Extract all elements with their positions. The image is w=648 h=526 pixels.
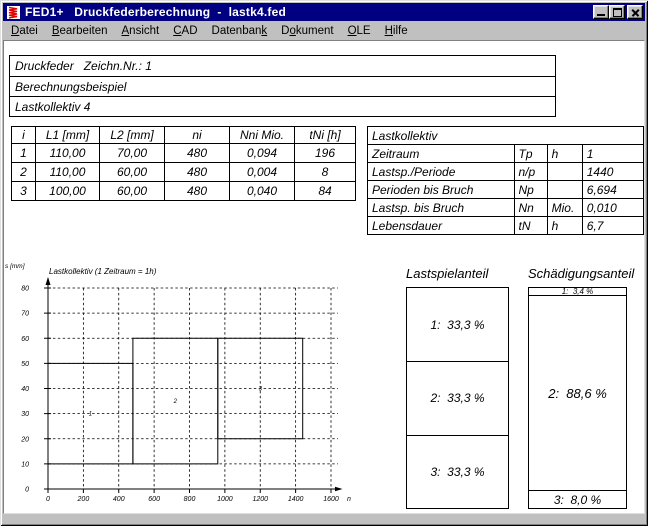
damage-share-title: Schädigungsanteil <box>528 266 635 281</box>
result-table-cell: 0,010 <box>582 199 643 217</box>
table-row <box>368 199 644 217</box>
load-table-cell: 0,040 <box>230 182 295 201</box>
load-table-cell: 480 <box>165 144 230 163</box>
gridlines <box>48 288 338 489</box>
load-share-segment-label: 3: 33,3 % <box>430 464 485 479</box>
load-table-cell: 0,094 <box>230 144 295 163</box>
x-tick-label: 0 <box>46 496 50 503</box>
load-share-box <box>406 287 509 509</box>
load-table-cell: 2 <box>12 163 36 182</box>
menu-bearbeiten[interactable]: Bearbeiten <box>51 24 108 37</box>
x-tick-label: 1600 <box>323 496 339 503</box>
load-collective-chart <box>4 256 362 514</box>
load-table-cell: 0,004 <box>230 163 295 182</box>
result-table-title: Lastkollektiv <box>368 127 644 145</box>
x-tick-label: 1000 <box>217 496 233 503</box>
menu-hilfe[interactable]: Hilfe <box>384 24 408 37</box>
load-table-header: L1 [mm] <box>36 127 100 144</box>
load-share-segment-3 <box>407 435 508 508</box>
table-row <box>12 144 356 163</box>
result-table-cell: h <box>547 145 582 163</box>
window-controls <box>593 5 643 19</box>
x-axis-label: n <box>347 496 351 503</box>
load-block-label: 3 <box>258 386 262 393</box>
load-blocks <box>48 338 303 464</box>
load-table-cell: 480 <box>165 182 230 201</box>
result-table-cell <box>547 181 582 199</box>
header-line-2: Berechnungsbeispiel <box>10 76 555 96</box>
load-collective-table <box>11 126 356 201</box>
client-area <box>3 40 645 514</box>
damage-share-segment-label: 1: 3,4 % <box>561 286 594 296</box>
result-table-cell: Nn <box>514 199 547 217</box>
menu-datei[interactable]: Datei <box>11 24 38 37</box>
load-table-header: i <box>12 127 36 144</box>
load-table-cell: 70,00 <box>100 144 165 163</box>
minimize-button[interactable] <box>593 5 609 19</box>
menu-cad[interactable]: CAD <box>173 24 198 37</box>
chart-title: Lastkollektiv (1 Zeitraum = 1h) <box>49 267 157 276</box>
header-line-1: Druckfeder Zeichn.Nr.: 1 <box>15 59 152 73</box>
result-table-cell: 1 <box>582 145 643 163</box>
result-table-cell <box>547 163 582 181</box>
load-share-title: Lastspielanteil <box>406 266 489 281</box>
table-row <box>368 145 644 163</box>
load-block-label: 1 <box>88 411 93 418</box>
result-table-cell: Zeitraum <box>368 145 515 163</box>
result-table-cell: Np <box>514 181 547 199</box>
result-table-cell: Lastsp. bis Bruch <box>368 199 515 217</box>
table-row <box>368 181 644 199</box>
result-table-cell: 6,7 <box>582 217 643 235</box>
menu-ansicht[interactable]: Ansicht <box>121 24 160 37</box>
damage-share-box <box>528 287 627 509</box>
header-line-3: Lastkollektiv 4 <box>10 96 555 116</box>
window-title: FED1+ Druckfederberechnung - lastk4.fed <box>25 5 287 19</box>
load-table-cell: 84 <box>295 182 356 201</box>
load-share-segment-label: 2: 33,3 % <box>430 391 485 406</box>
table-row <box>368 163 644 181</box>
y-tick-label: 40 <box>21 386 29 393</box>
y-tick-label: 30 <box>21 411 29 419</box>
result-table-cell: tN <box>514 217 547 235</box>
result-table-cell: Tp <box>514 145 547 163</box>
damage-share-segment-3 <box>529 490 626 508</box>
y-tick-label: 80 <box>21 285 29 293</box>
load-table-cell: 1 <box>12 144 36 163</box>
load-table-cell: 3 <box>12 182 36 201</box>
load-share-segment-label: 1: 33,3 % <box>430 317 485 332</box>
x-tick-label: 1200 <box>252 496 269 503</box>
y-tick-label: 70 <box>21 310 29 318</box>
result-table <box>367 126 644 235</box>
x-tick-label: 600 <box>148 496 160 503</box>
spring-icon <box>5 4 21 20</box>
result-table-cell: 1440 <box>582 163 643 181</box>
load-table-header: tNi [h] <box>295 127 356 144</box>
y-tick-label: 60 <box>21 335 29 343</box>
maximize-button[interactable] <box>609 5 625 19</box>
close-icon <box>631 8 640 17</box>
y-axis-label: s [mm] <box>5 263 25 270</box>
menu-ole[interactable]: OLE <box>347 24 371 37</box>
load-table-header: L2 [mm] <box>100 127 165 144</box>
load-table-header: Nni Mio. <box>230 127 295 144</box>
maximize-icon <box>613 8 622 17</box>
load-table-cell: 480 <box>165 163 230 182</box>
y-tick-label: 10 <box>21 461 29 469</box>
drawing-header-box <box>9 55 556 117</box>
result-table-cell: Lastsp./Periode <box>368 163 515 181</box>
menu-datenbank[interactable]: Datenbank <box>211 24 268 37</box>
close-button[interactable] <box>627 5 643 19</box>
table-row <box>12 182 356 201</box>
load-table-cell: 8 <box>295 163 356 182</box>
load-table-cell: 60,00 <box>100 163 165 182</box>
axes <box>44 277 343 493</box>
minimize-icon <box>597 14 605 16</box>
load-share-segment-2 <box>407 361 508 434</box>
x-tick-label: 800 <box>183 496 196 503</box>
y-tick-label: 20 <box>21 436 29 444</box>
menu-dokument[interactable]: Dokument <box>281 24 334 37</box>
damage-share-segment-2 <box>529 295 626 490</box>
load-table-cell: 196 <box>295 144 356 163</box>
menubar <box>3 21 645 40</box>
x-tick-label: 1400 <box>287 496 304 503</box>
axis-labels <box>5 263 351 503</box>
y-tick-label: 50 <box>21 360 29 368</box>
x-axis-arrow <box>335 487 343 491</box>
result-table-cell: n/p <box>514 163 547 181</box>
load-block-label: 2 <box>173 399 178 406</box>
load-share-segment-1 <box>407 288 508 361</box>
load-table-cell: 60,00 <box>100 182 165 201</box>
y-axis-arrow <box>46 277 51 285</box>
y-tick-label: 0 <box>25 486 29 494</box>
result-table-cell: Lebensdauer <box>368 217 515 235</box>
result-table-cell: Mio. <box>547 199 582 217</box>
x-tick-label: 400 <box>112 496 125 503</box>
damage-share-segment-label: 3: 8,0 % <box>553 492 602 507</box>
titlebar[interactable] <box>3 3 645 21</box>
load-table-cell: 100,00 <box>36 182 100 201</box>
damage-share-segment-label: 2: 88,6 % <box>548 385 607 401</box>
load-table-header: ni <box>165 127 230 144</box>
load-table-cell: 110,00 <box>36 163 100 182</box>
damage-share-segment-1 <box>529 288 626 295</box>
result-table-cell: Perioden bis Bruch <box>368 181 515 199</box>
x-tick-label: 200 <box>77 496 90 503</box>
load-table-cell: 110,00 <box>36 144 100 163</box>
table-row <box>12 163 356 182</box>
table-row <box>368 217 644 235</box>
result-table-cell: 6,694 <box>582 181 643 199</box>
result-table-cell: h <box>547 217 582 235</box>
